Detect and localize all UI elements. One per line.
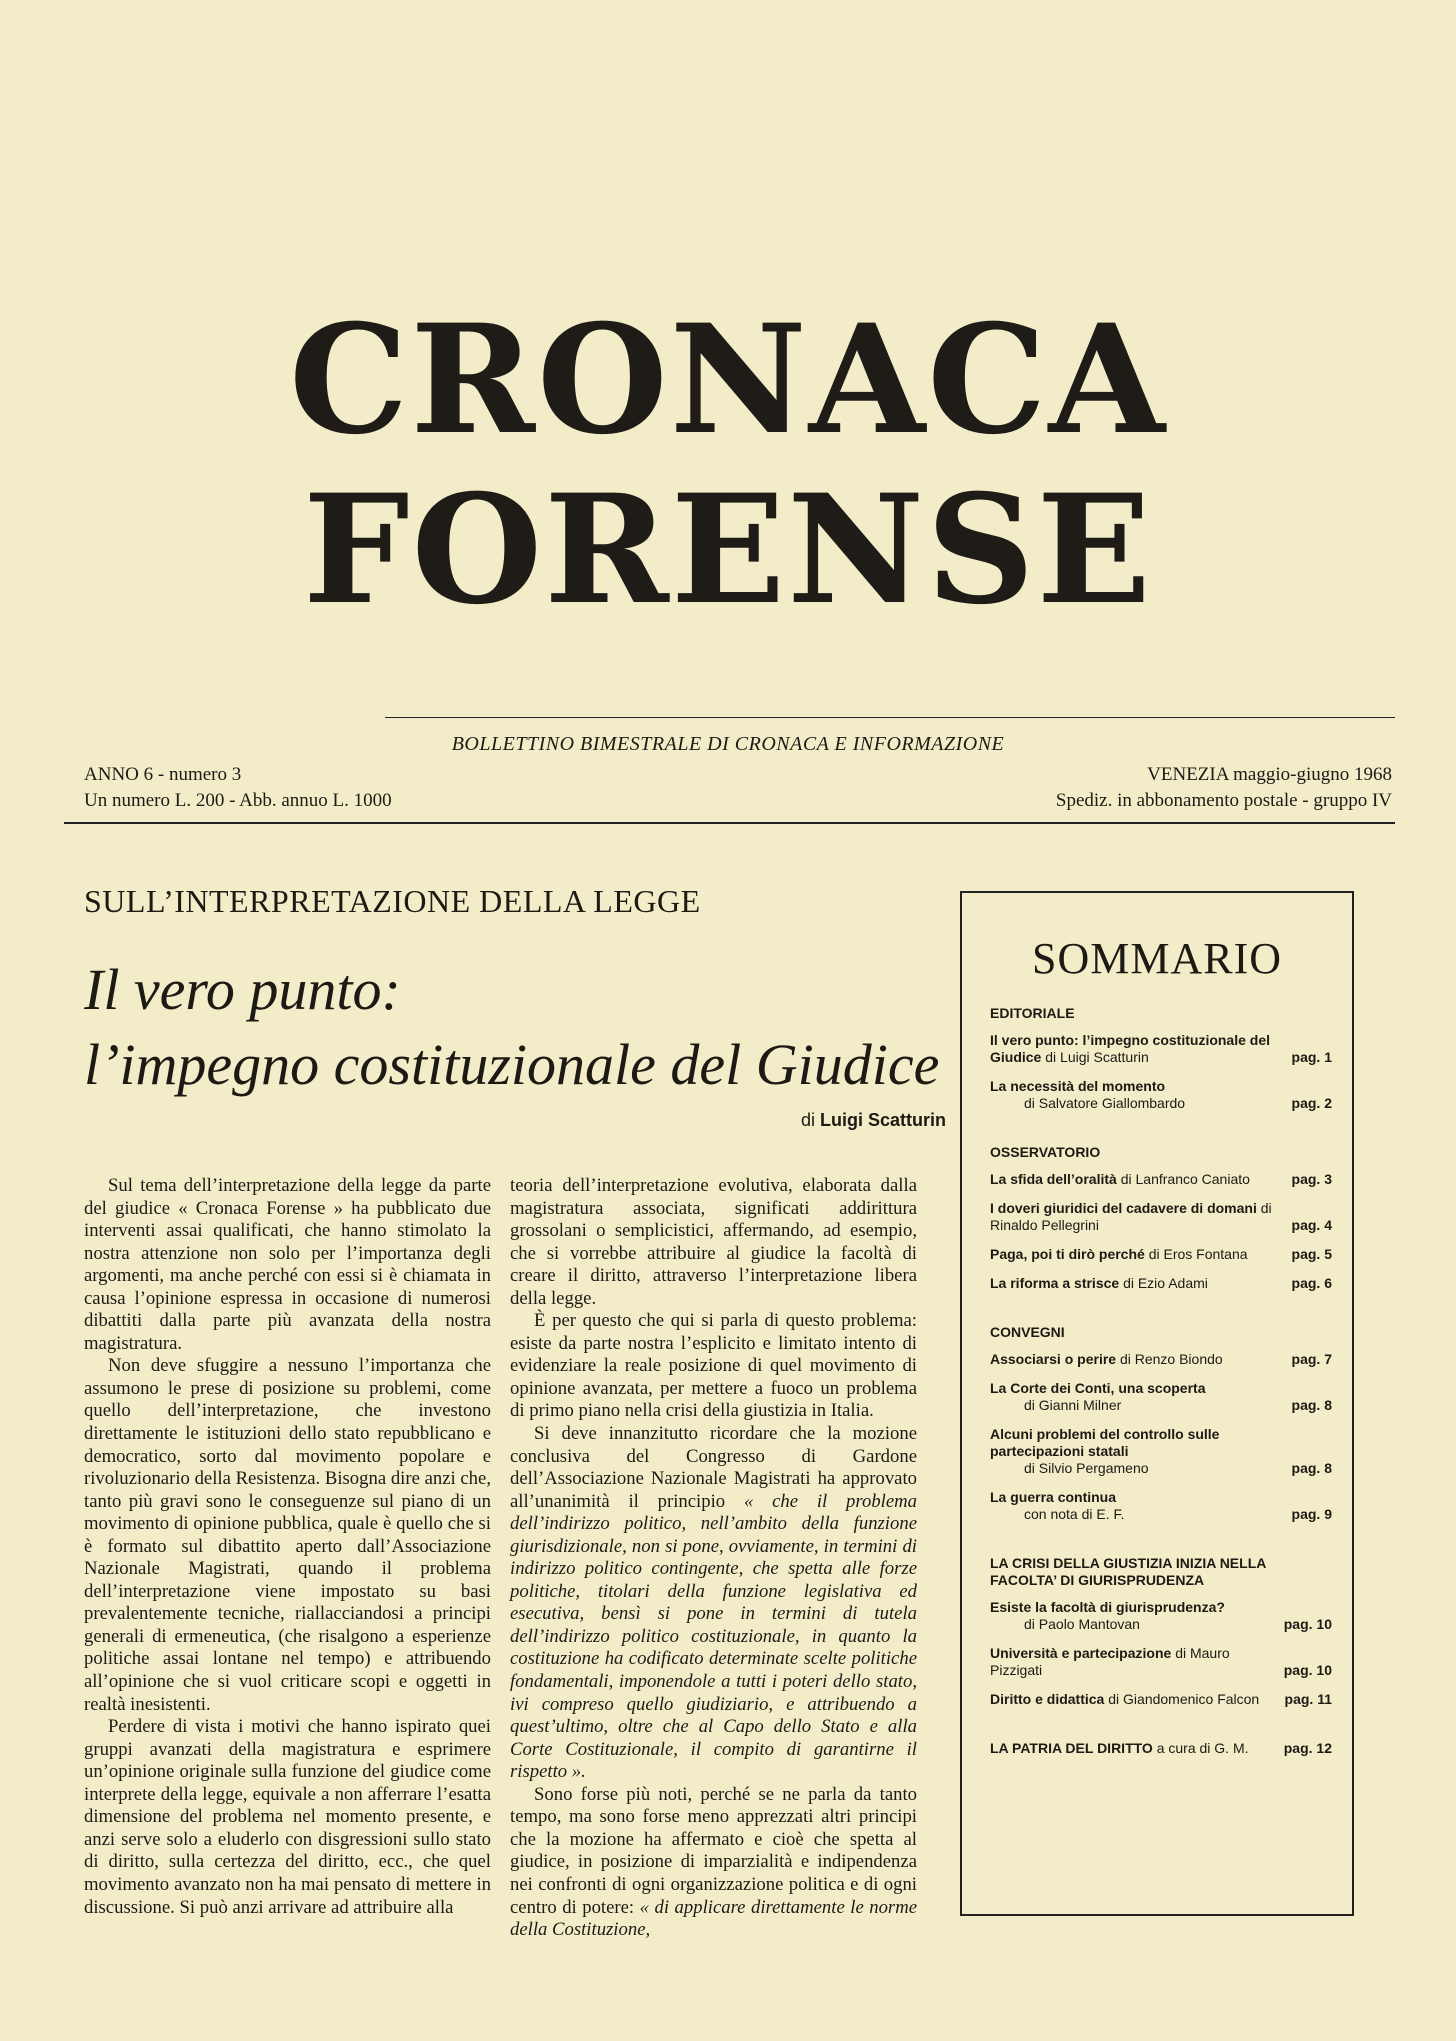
sommario-section-heading: CONVEGNI xyxy=(990,1324,1065,1340)
issue-number: ANNO 6 - numero 3 xyxy=(84,764,242,785)
section-gap xyxy=(990,1535,1332,1555)
entry-page-number xyxy=(1285,1691,1332,1708)
entry-page-number xyxy=(1292,1095,1332,1112)
entry-author: di Eros Fontana xyxy=(1148,1246,1248,1262)
entry-page-number xyxy=(1292,1275,1332,1292)
section-gap xyxy=(990,1124,1332,1144)
sommario-section-heading: OSSERVATORIO xyxy=(990,1144,1101,1160)
entry-page-label: pag. 12 xyxy=(1283,1740,1332,1756)
sommario-entry[interactable] xyxy=(990,1078,1332,1112)
entry-title: LA PATRIA DEL DIRITTO xyxy=(990,1740,1153,1756)
entry-page-number xyxy=(1292,1506,1332,1523)
paragraph-text: Si deve innanzitutto ricordare che la mozione conclusiva del Congresso di Gardone dell’Associazione Nazionale Magistrati ha approvato all’unanimità il principio xyxy=(510,1423,917,1512)
article-paragraph: Sul tema dell’interpretazione della legge da parte del giudice « Cronaca Forense » ha pubblicato due interventi assai qualificati, che hanno stimolato la nostra attenzione non solo per l’importanza degli argomenti, ma anche perché con essi si è chiamata in causa l’opinione espressa in occasione di numerosi dibattiti dalla parte più avanzata della nostra magistratura. xyxy=(84,1175,491,1354)
sommario-title: SOMMARIO xyxy=(1031,934,1283,983)
entry-title: Alcuni problemi del controllo sulle partecipazioni statali xyxy=(990,1426,1220,1459)
entry-page-label: pag. 9 xyxy=(1291,1506,1332,1522)
sommario-entry[interactable] xyxy=(990,1246,1332,1263)
entry-author: di Giandomenico Falcon xyxy=(1108,1691,1260,1707)
entry-page-label: pag. 8 xyxy=(1291,1460,1332,1476)
top-rule xyxy=(385,717,1395,718)
article-kicker: SULL’INTERPRETAZIONE DELLA LEGGE xyxy=(84,883,701,919)
entry-page-label: pag. 8 xyxy=(1291,1397,1332,1413)
entry-page-number xyxy=(1292,1171,1332,1188)
sommario-section-heading: LA CRISI DELLA GIUSTIZIA INIZIA NELLA FACOLTA’ DI GIURISPRUDENZA xyxy=(990,1555,1266,1588)
article-headline-2: l’impegno costituzionale del Giudice xyxy=(84,1032,940,1097)
entry-title: Associarsi o perire xyxy=(990,1351,1117,1367)
entry-page-label: pag. 10 xyxy=(1283,1616,1332,1632)
sommario-entry[interactable] xyxy=(990,1645,1332,1679)
issue-price: Un numero L. 200 - Abb. annuo L. 1000 xyxy=(84,790,392,811)
entry-title: Paga, poi ti dirò perché xyxy=(990,1246,1145,1262)
entry-author: di Rinaldo Pellegrini xyxy=(990,1200,1272,1233)
entry-page-label: pag. 1 xyxy=(1291,1049,1332,1065)
entry-author: di Gianni Milner xyxy=(1024,1397,1122,1413)
entry-title: La necessità del momento xyxy=(990,1078,1166,1094)
entry-page-number xyxy=(1284,1740,1332,1757)
quoted-principle: « di applicare direttamente le norme della Costituzione, xyxy=(510,1896,917,1941)
entry-page-number xyxy=(1284,1662,1332,1679)
entry-author: di Paolo Mantovan xyxy=(1024,1616,1140,1632)
entry-page-number xyxy=(1292,1397,1332,1414)
article-byline xyxy=(801,1110,946,1131)
sommario-entry[interactable] xyxy=(990,1275,1332,1292)
sommario-entry[interactable] xyxy=(990,1351,1332,1368)
entry-page-number xyxy=(1292,1460,1332,1477)
entry-author: di Salvatore Giallombardo xyxy=(1024,1095,1186,1111)
entry-page-number xyxy=(1284,1616,1332,1633)
entry-page-number xyxy=(1292,1049,1332,1066)
entry-author: di Renzo Biondo xyxy=(1119,1351,1223,1367)
entry-author: di Silvio Pergameno xyxy=(1024,1460,1149,1476)
sommario-entry[interactable] xyxy=(990,1380,1332,1414)
entry-page-label: pag. 10 xyxy=(1283,1662,1332,1678)
sommario-entry[interactable] xyxy=(990,1691,1332,1708)
quoted-principle: « che il problema dell’indirizzo politico, nell’ambito della funzione giurisdizionale, non si pone, ovviamente, in termini di indirizzo politico contingente, che spetta alle forze politiche, titolari della funzione legislativa ed esecutiva, bensì si pone in termini di tutela dell’indirizzo politico costituzionale, in quanto la costituzione ha codificato determinate scelte politiche fondamentali, imponendole a tutti i poteri dello stato, ivi compreso quello giudiziario, e attribuendo a quest’ultimo, oltre che al Capo dello Stato e alla Corte Costituzionale, il compito di garantirne il rispetto ». xyxy=(510,1490,917,1783)
header-bottom-rule xyxy=(64,822,1395,824)
entry-title: La guerra continua xyxy=(990,1489,1117,1505)
entry-page-label: pag. 4 xyxy=(1291,1217,1332,1233)
article-paragraph xyxy=(510,1784,917,1942)
article-paragraph: Non deve sfuggire a nessuno l’importanza che assumono le prese di posizione su problemi, come quello dell’interpretazione, che investono direttamente le istituzioni dello stato repubblicano e democratico, sorto dal movimento popolare e rivoluzionario della Resistenza. Bisogna dire anzi che, tanto più gravi sono le conseguenze sul piano di un movimento di opinione pubblica, quale è quello che si è formato sul dibattito aperto dall’Associazione Nazionale Magistrati, quando il problema dell’interpretazione viene impostato su basi prevalentemente tecniche, riallacciandosi a principi generali di ermeneutica, (che risalgono a esperienze politiche assai lontane nel tempo) e attribuendo all’opinione che si vuol criticare scopi e oggetti in realtà inesistenti. xyxy=(84,1355,491,1715)
issue-place-date xyxy=(1056,762,1392,814)
entry-author: a cura di G. M. xyxy=(1156,1740,1249,1756)
sommario-entry[interactable] xyxy=(990,1171,1332,1188)
entry-page-label: pag. 5 xyxy=(1291,1246,1332,1262)
entry-title: La Corte dei Conti, una scoperta xyxy=(990,1380,1206,1396)
entry-page-label: pag. 7 xyxy=(1291,1351,1332,1367)
entry-author: di Luigi Scatturin xyxy=(1045,1049,1149,1065)
sommario-entry[interactable] xyxy=(990,1489,1332,1523)
entry-page-number xyxy=(1292,1351,1332,1368)
entry-title: La riforma a strisce xyxy=(990,1275,1120,1291)
sommario-section-heading: EDITORIALE xyxy=(990,1005,1075,1021)
entry-title: Diritto e didattica xyxy=(990,1691,1105,1707)
article-headline-1: Il vero punto: xyxy=(84,957,401,1022)
entry-title: Università e partecipazione xyxy=(990,1645,1172,1661)
entry-title: I doveri giuridici del cadavere di domani xyxy=(990,1200,1257,1216)
section-gap xyxy=(990,1304,1332,1324)
section-gap xyxy=(990,1720,1332,1740)
entry-title: La sfida dell’oralità xyxy=(990,1171,1117,1187)
article-column-2 xyxy=(510,1175,917,1942)
sommario-entry[interactable] xyxy=(990,1032,1332,1066)
entry-page-number xyxy=(1292,1217,1332,1234)
entry-page-label: pag. 6 xyxy=(1291,1275,1332,1291)
postal-info: Spediz. in abbonamento postale - gruppo IV xyxy=(1055,790,1392,811)
entry-page-label: pag. 2 xyxy=(1291,1095,1332,1111)
bulletin-subtitle: BOLLETTINO BIMESTRALE DI CRONACA E INFORMAZIONE xyxy=(451,733,1005,755)
entry-author: di Mauro Pizzigati xyxy=(990,1645,1230,1678)
sommario-entry[interactable] xyxy=(990,1740,1332,1757)
byline-prefix: di xyxy=(800,1110,815,1130)
entry-page-label: pag. 3 xyxy=(1291,1171,1332,1187)
entry-author: con nota di E. F. xyxy=(1024,1506,1125,1522)
sommario-entry[interactable] xyxy=(990,1426,1332,1477)
entry-author: di Ezio Adami xyxy=(1123,1275,1208,1291)
entry-page-label: pag. 11 xyxy=(1284,1691,1332,1707)
masthead-line-2: FORENSE xyxy=(303,462,1153,638)
sommario-box xyxy=(960,891,1354,1916)
entry-page-number xyxy=(1292,1246,1332,1263)
entry-author: di Lanfranco Caniato xyxy=(1120,1171,1250,1187)
article-paragraph: Perdere di vista i motivi che hanno ispirato quei gruppi avanzati della magistratura e esprimere un’opinione originale sulla funzione del giudice come interprete della legge, equivale a non afferrare l’esatta dimensione del problema nel momento presente, e anzi serve solo a eluderlo con disgressioni sullo stato di diritto, sulla certezza del diritto, ecc., che quel movimento avanzato non ha mai pensato di mettere in discussione. Si può anzi arrivare ad attribuire alla xyxy=(84,1716,491,1918)
article-paragraph: teoria dell’interpretazione evolutiva, elaborata dalla magistratura associata, significati addirittura grossolani o semplicistici, affermando, ad esempio, che si vorrebbe attribuire al giudice la facoltà di creare il diritto, attraverso l’interpretazione libera della legge. xyxy=(510,1175,917,1309)
entry-title: Il vero punto: l’impegno costituzionale del Giudice xyxy=(990,1032,1271,1065)
sommario-entry[interactable] xyxy=(990,1599,1332,1633)
byline-author: Luigi Scatturin xyxy=(820,1110,946,1130)
issue-info xyxy=(84,762,392,814)
article-paragraph xyxy=(510,1423,917,1784)
sommario-list xyxy=(990,1005,1332,1769)
issue-date: VENEZIA maggio-giugno 1968 xyxy=(1147,764,1392,785)
article-paragraph: È per questo che qui si parla di questo problema: esiste da parte nostra l’esplicito e limitato intento di evidenziare la reale posizione di quel movimento di opinione avanzata, per mettere a fuoco un problema di primo piano nella crisi della giustizia in Italia. xyxy=(510,1310,917,1422)
article-column-1 xyxy=(84,1175,491,1919)
masthead-line-1: CRONACA xyxy=(289,292,1167,468)
entry-title: Esiste la facoltà di giurisprudenza? xyxy=(990,1599,1225,1615)
paragraph-text: Sono forse più noti, perché se ne parla da tanto tempo, ma sono forse meno apprezzati altri principi che la mozione ha affermato e cioè che spetta al giudice, in posizione di imparzialità e indipendenza nei confronti di ogni organizzazione politica e di ogni centro di potere: xyxy=(510,1783,917,1918)
sommario-entry[interactable] xyxy=(990,1200,1332,1234)
